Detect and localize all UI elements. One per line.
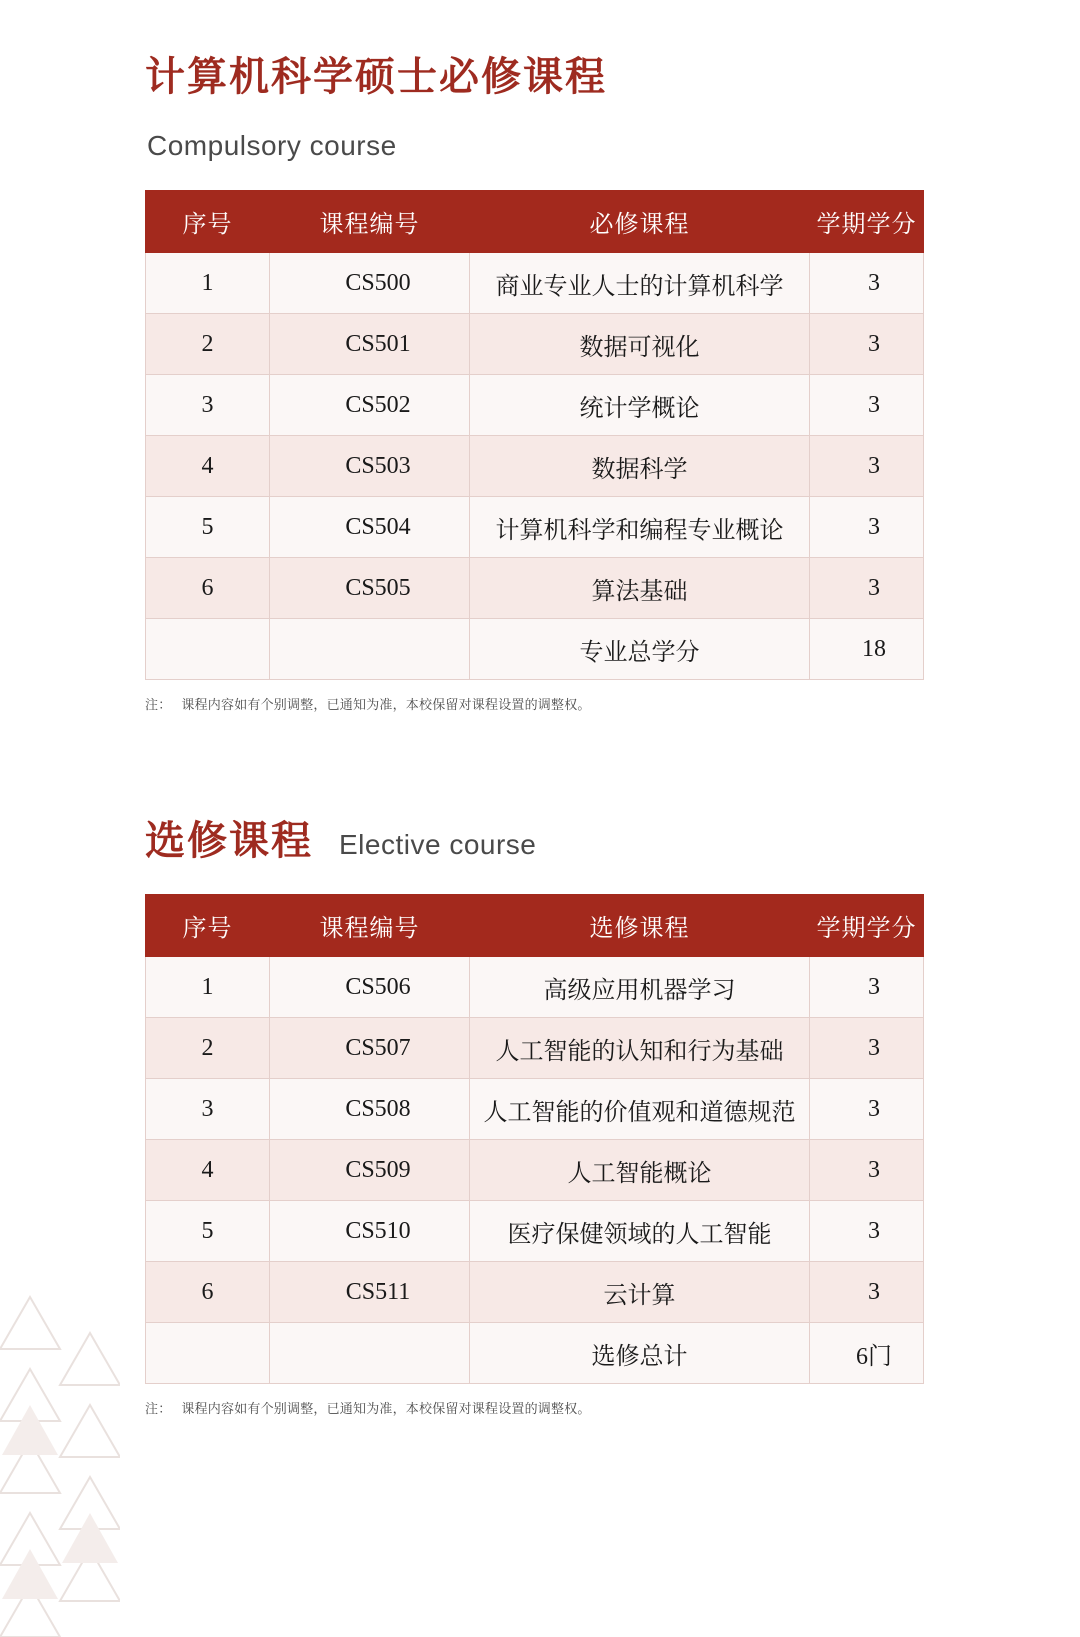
table-row (146, 1262, 924, 1323)
section-spacer (145, 713, 1020, 809)
column-header-course-name: 必修课程 (470, 191, 810, 253)
cell-course-code: CS511 (270, 1262, 470, 1323)
cell-course-code: CS504 (270, 497, 470, 558)
cell-credits: 3 (810, 436, 924, 497)
cell-credits: 3 (810, 1140, 924, 1201)
table-row (146, 436, 924, 497)
elective-title-chinese: 选修课程 (145, 819, 313, 863)
column-header-index: 序号 (146, 191, 270, 253)
cell-empty (270, 619, 470, 680)
cell-credits: 3 (810, 253, 924, 314)
table-header-row (146, 191, 924, 253)
elective-course-table (145, 894, 924, 1384)
compulsory-table-note (145, 694, 1020, 713)
table-row (146, 957, 924, 1018)
cell-index: 5 (146, 497, 270, 558)
table-row (146, 375, 924, 436)
cell-course-name: 医疗保健领域的人工智能 (470, 1201, 810, 1262)
cell-course-code: CS508 (270, 1079, 470, 1140)
cell-course-name: 算法基础 (470, 558, 810, 619)
cell-course-code: CS507 (270, 1018, 470, 1079)
cell-credits: 3 (810, 314, 924, 375)
table-row (146, 1140, 924, 1201)
column-header-course-code: 课程编号 (270, 895, 470, 957)
cell-total-credits: 6门 (810, 1323, 924, 1384)
cell-total-label: 选修总计 (470, 1323, 810, 1384)
cell-credits: 3 (810, 558, 924, 619)
column-header-index: 序号 (146, 895, 270, 957)
table-total-row (146, 1323, 924, 1384)
elective-section-heading (145, 809, 1020, 866)
compulsory-course-table (145, 190, 924, 680)
cell-index: 4 (146, 436, 270, 497)
cell-course-code: CS510 (270, 1201, 470, 1262)
cell-empty (270, 1323, 470, 1384)
cell-credits: 3 (810, 1018, 924, 1079)
table-row (146, 1018, 924, 1079)
cell-credits: 3 (810, 1262, 924, 1323)
column-header-course-name: 选修课程 (470, 895, 810, 957)
cell-credits: 3 (810, 1201, 924, 1262)
elective-title-english: Elective course (339, 829, 537, 860)
cell-index: 2 (146, 314, 270, 375)
table-row (146, 314, 924, 375)
cell-course-code: CS503 (270, 436, 470, 497)
cell-course-name: 人工智能的认知和行为基础 (470, 1018, 810, 1079)
cell-index: 5 (146, 1201, 270, 1262)
cell-course-name: 数据科学 (470, 436, 810, 497)
cell-course-name: 人工智能概论 (470, 1140, 810, 1201)
cell-index: 6 (146, 558, 270, 619)
cell-empty (146, 619, 270, 680)
cell-total-label: 专业总学分 (470, 619, 810, 680)
cell-course-name: 数据可视化 (470, 314, 810, 375)
cell-credits: 3 (810, 497, 924, 558)
column-header-credits: 学期学分 (810, 191, 924, 253)
table-total-row (146, 619, 924, 680)
cell-course-code: CS506 (270, 957, 470, 1018)
page-subtitle-english: Compulsory course (147, 130, 397, 161)
table-row (146, 497, 924, 558)
document-page (0, 52, 1080, 1417)
cell-index: 6 (146, 1262, 270, 1323)
cell-credits: 3 (810, 957, 924, 1018)
table-row (146, 558, 924, 619)
column-header-course-code: 课程编号 (270, 191, 470, 253)
cell-index: 4 (146, 1140, 270, 1201)
cell-credits: 3 (810, 375, 924, 436)
cell-empty (146, 1323, 270, 1384)
page-title: 计算机科学硕士必修课程 (145, 55, 607, 99)
table-row (146, 1079, 924, 1140)
column-header-credits: 学期学分 (810, 895, 924, 957)
table-row (146, 253, 924, 314)
cell-course-name: 云计算 (470, 1262, 810, 1323)
cell-index: 2 (146, 1018, 270, 1079)
note-text: 课程内容如有个别调整，已通知为准，本校保留对课程设置的调整权。 (181, 1401, 591, 1416)
cell-course-name: 人工智能的价值观和道德规范 (470, 1079, 810, 1140)
cell-index: 1 (146, 253, 270, 314)
cell-course-name: 计算机科学和编程专业概论 (470, 497, 810, 558)
cell-course-name: 统计学概论 (470, 375, 810, 436)
cell-course-code: CS501 (270, 314, 470, 375)
table-header-row (146, 895, 924, 957)
note-text: 课程内容如有个别调整，已通知为准，本校保留对课程设置的调整权。 (181, 697, 591, 712)
cell-course-name: 高级应用机器学习 (470, 957, 810, 1018)
cell-index: 3 (146, 375, 270, 436)
cell-course-code: CS509 (270, 1140, 470, 1201)
cell-course-code: CS500 (270, 253, 470, 314)
cell-index: 1 (146, 957, 270, 1018)
table-row (146, 1201, 924, 1262)
cell-course-name: 商业专业人士的计算机科学 (470, 253, 810, 314)
cell-total-credits: 18 (810, 619, 924, 680)
cell-course-code: CS502 (270, 375, 470, 436)
cell-course-code: CS505 (270, 558, 470, 619)
note-label: 注： (145, 697, 172, 712)
cell-credits: 3 (810, 1079, 924, 1140)
cell-index: 3 (146, 1079, 270, 1140)
note-label: 注： (145, 1401, 172, 1416)
elective-table-note (145, 1398, 1020, 1417)
